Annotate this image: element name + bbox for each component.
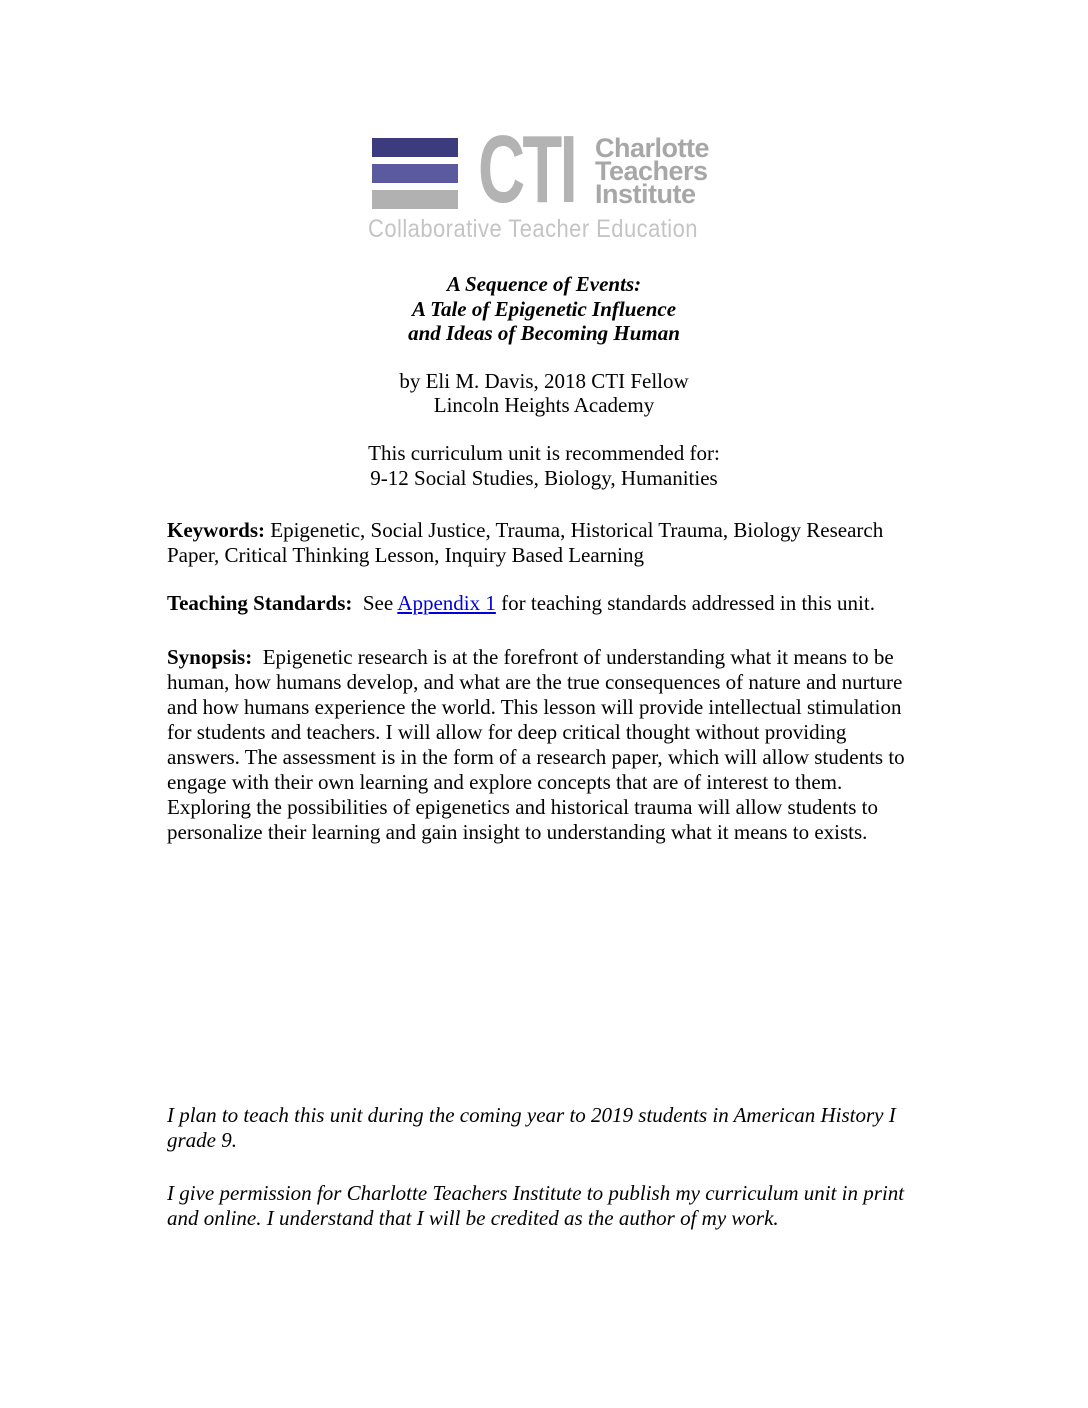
appendix-1-link[interactable]: Appendix 1: [397, 591, 496, 615]
synopsis-label: Synopsis:: [167, 645, 253, 669]
logo-org-name-line2: Teachers: [595, 156, 708, 186]
teaching-standards-pre-link-text: See: [352, 591, 398, 615]
unit-title-line2: A Tale of Epigenetic Influence: [411, 296, 677, 321]
cti-logo: [368, 116, 720, 243]
logo-org-name: [595, 133, 710, 209]
logo-bar-purple: [372, 164, 458, 183]
synopsis-text: Epigenetic research is at the forefront of understanding what it means to be human, how humans develop, and what are the true consequences of nature and nurture and how humans experience the world. This lesson will provide intellectual stimulation for students and teachers. I will allow for deep critical thought without providing answers. The assessment is in the form of a research paper, which will allow students to engage with their own learning and explore concepts that are of interest to them. Exploring the possibilities of epigenetics and historical trauma will allow students to personalize their learning and gain insight to understanding what it means to exists.: [167, 645, 910, 844]
logo-tagline: Collaborative Teacher Education: [368, 215, 698, 243]
byline: [0, 370, 1088, 417]
keywords-paragraph: [167, 518, 923, 568]
keywords-label: Keywords:: [167, 518, 265, 542]
teaching-standards-label: Teaching Standards:: [167, 591, 353, 615]
logo-bars-icon: [372, 138, 458, 209]
teaching-plan-statement: I plan to teach this unit during the coming year to 2019 students in American History I grade 9.: [167, 1103, 901, 1152]
recommended-line1: This curriculum unit is recommended for:: [368, 441, 720, 465]
recommended-line2: 9-12 Social Studies, Biology, Humanities: [370, 466, 718, 490]
unit-title-line1: A Sequence of Events:: [446, 272, 642, 296]
logo-acronym: CTI: [478, 116, 575, 223]
teaching-standards-post-link-text: for teaching standards addressed in this unit.: [495, 591, 875, 615]
unit-title-line3: and Ideas of Becoming Human: [408, 321, 680, 345]
logo-bar-navy: [372, 138, 458, 157]
unit-title: [0, 272, 1088, 346]
byline-author: by Eli M. Davis, 2018 CTI Fellow: [399, 369, 689, 393]
logo-bar-gray: [372, 190, 458, 209]
recommended-block: [0, 441, 1088, 491]
keywords-text: Epigenetic, Social Justice, Trauma, Historical Trauma, Biology Research Paper, Critical Thinking Lesson, Inquiry Based Learning: [167, 518, 889, 567]
byline-school: Lincoln Heights Academy: [433, 392, 655, 417]
synopsis-paragraph: [167, 645, 923, 845]
teaching-standards-paragraph: [167, 591, 923, 616]
permission-statement: I give permission for Charlotte Teachers Institute to publish my curriculum unit in print and online. I understand that I will be credited as the author of my work.: [167, 1181, 910, 1230]
logo-org-name-line1: Charlotte: [595, 133, 710, 163]
logo-org-name-line3: Institute: [595, 179, 696, 209]
